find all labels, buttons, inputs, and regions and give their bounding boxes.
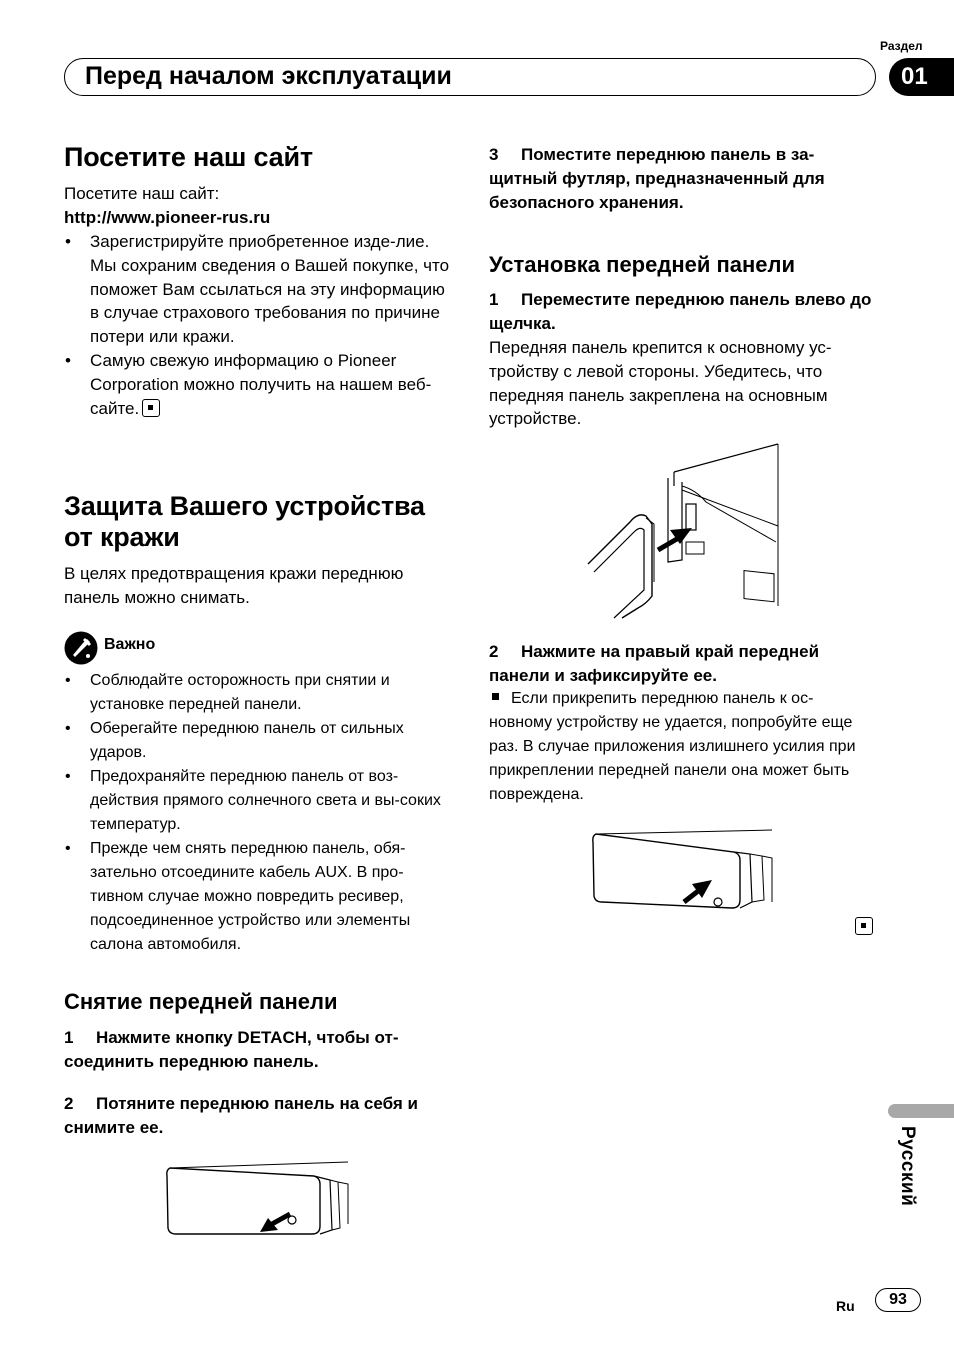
end-mark-icon — [142, 399, 160, 417]
language-label: Русский — [897, 1126, 918, 1207]
list-item: • Соблюдайте осторожность при снятии и установке передней панели. — [64, 669, 456, 717]
theft-heading-line2: от кражи — [64, 522, 180, 552]
install-step-1-body: Передняя панель крепится к основному ус-тройству с левой стороны. Убедитесь, что передняя панель закреплена на основным устройстве. — [489, 338, 832, 429]
list-item: • Зарегистрируйте приобретенное изде-лие. Мы сохраним сведения о Вашей покупке, что поможет Вам ссылаться на эту информацию в случае страхового требования по причине потери или кражи. — [64, 230, 454, 349]
chapter-title: Перед началом эксплуатации — [64, 58, 876, 96]
removal-step-3: 3 Поместите переднюю панель в за-щитный футляр, предназначенный для безопасного хранения. — [489, 145, 825, 212]
visit-site-intro: Посетите наш сайт: — [64, 184, 220, 203]
removal-heading: Снятие передней панели — [64, 989, 338, 1014]
list-item: • Оберегайте переднюю панель от сильных ударов. — [64, 717, 456, 765]
language-tab — [888, 1104, 954, 1118]
important-bullets — [64, 669, 456, 957]
end-mark-icon — [855, 917, 873, 935]
visit-site-heading: Посетите наш сайт — [64, 142, 313, 172]
list-item: • Самую свежую информацию о Pioneer Corporation можно получить на нашем веб-сайте. — [64, 349, 454, 420]
section-number-badge: 01 — [889, 58, 954, 96]
install-step-2: 2 Нажмите на правый край передней панели и зафиксируйте ее. — [489, 642, 820, 685]
install-step-1: 1 Переместите переднюю панель влево до щелчка. — [489, 290, 872, 333]
panel-attach-left-illustration — [586, 442, 780, 620]
panel-removal-illustration — [160, 1156, 352, 1248]
visit-site-bullets — [64, 230, 454, 420]
list-item: • Предохраняйте переднюю панель от воз-действия прямого солнечного света и вы-соких температур. — [64, 765, 456, 837]
install-note: Если прикрепить переднюю панель к ос-новному устройству не удается, попробуйте еще раз. В случае приложения излишнего усилия при прикреплении передней панели она может быть повреждена. — [489, 690, 856, 803]
section-label: Раздел — [880, 39, 923, 53]
page-number: 93 — [875, 1288, 921, 1312]
important-icon — [64, 631, 98, 665]
install-heading: Установка передней панели — [489, 252, 796, 277]
theft-heading-line1: Защита Вашего устройства — [64, 491, 425, 521]
language-code: Ru — [836, 1298, 855, 1314]
removal-step-2: 2 Потяните переднюю панель на себя и снимите ее. — [64, 1094, 418, 1137]
note-bullet-icon — [492, 693, 499, 700]
theft-intro: В целях предотвращения кражи переднюю панель можно снимать. — [64, 564, 404, 607]
list-item: • Прежде чем снять переднюю панель, обя-зательно отсоедините кабель AUX. В про-тивном случае можно повредить ресивер, подсоединенное устройство или элементы салона автомобиля. — [64, 837, 456, 957]
removal-step-1: 1 Нажмите кнопку DETACH, чтобы от-соединить переднюю панель. — [64, 1028, 399, 1071]
site-url-link[interactable]: http://www.pioneer-rus.ru — [64, 208, 271, 227]
panel-press-illustration — [588, 826, 776, 914]
important-label: Важно — [104, 636, 156, 653]
